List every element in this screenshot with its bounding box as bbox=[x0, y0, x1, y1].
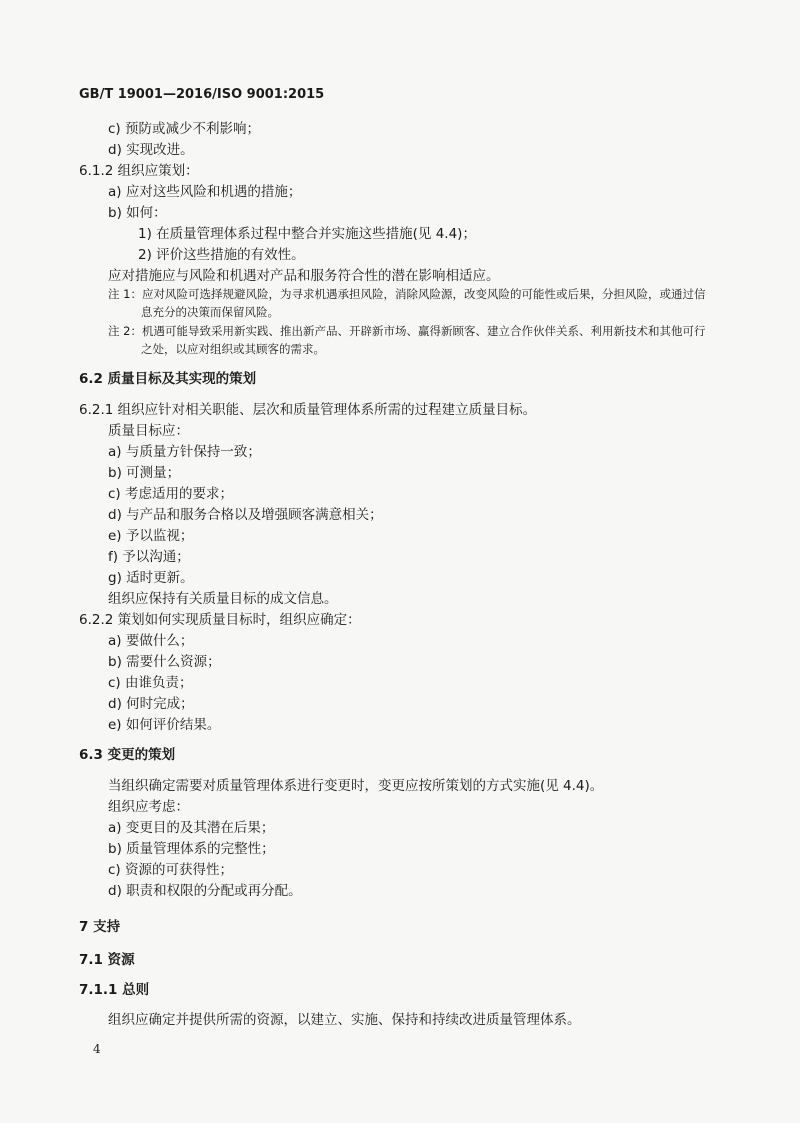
clause-6-2-2: 6.2.2 策划如何实现质量目标时，组织应确定： bbox=[79, 612, 361, 628]
list-item: g) 适时更新。 bbox=[108, 570, 194, 586]
paragraph: 组织应考虑： bbox=[108, 799, 189, 815]
list-item: b) 质量管理体系的完整性； bbox=[108, 841, 275, 857]
clause-heading-7-1-1: 7.1.1 总则 bbox=[79, 982, 150, 998]
list-item: a) 要做什么； bbox=[108, 633, 194, 649]
paragraph: 质量目标应： bbox=[108, 423, 189, 439]
note-1-line-1: 注 1：应对风险可选择规避风险，为寻求机遇承担风险，消除风险源，改变风险的可能性或后果，分担风险，或通过信 bbox=[108, 287, 706, 301]
list-item: d) 实现改进。 bbox=[108, 142, 194, 158]
list-item: b) 如何： bbox=[108, 205, 167, 221]
list-item: c) 由谁负责； bbox=[108, 675, 193, 691]
list-item: c) 考虑适用的要求； bbox=[108, 486, 233, 502]
list-item: c) 预防或减少不利影响； bbox=[108, 121, 260, 137]
chapter-heading-7: 7 支持 bbox=[79, 919, 121, 935]
list-item: e) 如何评价结果。 bbox=[108, 717, 221, 733]
sub-list-item: 2) 评价这些措施的有效性。 bbox=[138, 247, 305, 263]
list-item: b) 需要什么资源； bbox=[108, 654, 221, 670]
list-item: a) 与质量方针保持一致； bbox=[108, 444, 261, 460]
section-heading-6-2: 6.2 质量目标及其实现的策划 bbox=[79, 371, 257, 387]
list-item: b) 可测量； bbox=[108, 465, 181, 481]
note-1-line-2: 息充分的决策而保留风险。 bbox=[141, 305, 279, 319]
list-item: d) 与产品和服务合格以及增强顾客满意相关； bbox=[108, 507, 383, 523]
paragraph: 应对措施应与风险和机遇对产品和服务符合性的潜在影响相适应。 bbox=[108, 268, 500, 284]
paragraph: 组织应保持有关质量目标的成文信息。 bbox=[108, 591, 338, 607]
paragraph: 当组织确定需要对质量管理体系进行变更时，变更应按所策划的方式实施(见 4.4)。 bbox=[108, 778, 604, 794]
note-2-line-2: 之处，以应对组织或其顾客的需求。 bbox=[141, 342, 325, 356]
list-item: e) 予以监视； bbox=[108, 528, 194, 544]
list-item: a) 应对这些风险和机遇的措施； bbox=[108, 184, 302, 200]
list-item: c) 资源的可获得性； bbox=[108, 862, 233, 878]
clause-6-2-1: 6.2.1 组织应针对相关职能、层次和质量管理体系所需的过程建立质量目标。 bbox=[79, 402, 537, 418]
clause-6-1-2: 6.1.2 组织应策划： bbox=[79, 163, 199, 179]
list-item: a) 变更目的及其潜在后果； bbox=[108, 820, 275, 836]
list-item: d) 职责和权限的分配或再分配。 bbox=[108, 883, 302, 899]
note-2-line-1: 注 2：机遇可能导致采用新实践、推出新产品、开辟新市场、赢得新顾客、建立合作伙伴关系、利用新技术和其他可行 bbox=[108, 324, 706, 338]
list-item: f) 予以沟通； bbox=[108, 549, 190, 565]
paragraph: 组织应确定并提供所需的资源，以建立、实施、保持和持续改进质量管理体系。 bbox=[108, 1012, 581, 1028]
section-heading-6-3: 6.3 变更的策划 bbox=[79, 747, 176, 763]
section-heading-7-1: 7.1 资源 bbox=[79, 952, 135, 968]
sub-list-item: 1) 在质量管理体系过程中整合并实施这些措施(见 4.4)； bbox=[138, 226, 476, 242]
list-item: d) 何时完成； bbox=[108, 696, 194, 712]
document-header-id: GB/T 19001—2016/ISO 9001:2015 bbox=[79, 87, 325, 102]
page-number: 4 bbox=[93, 1042, 101, 1056]
